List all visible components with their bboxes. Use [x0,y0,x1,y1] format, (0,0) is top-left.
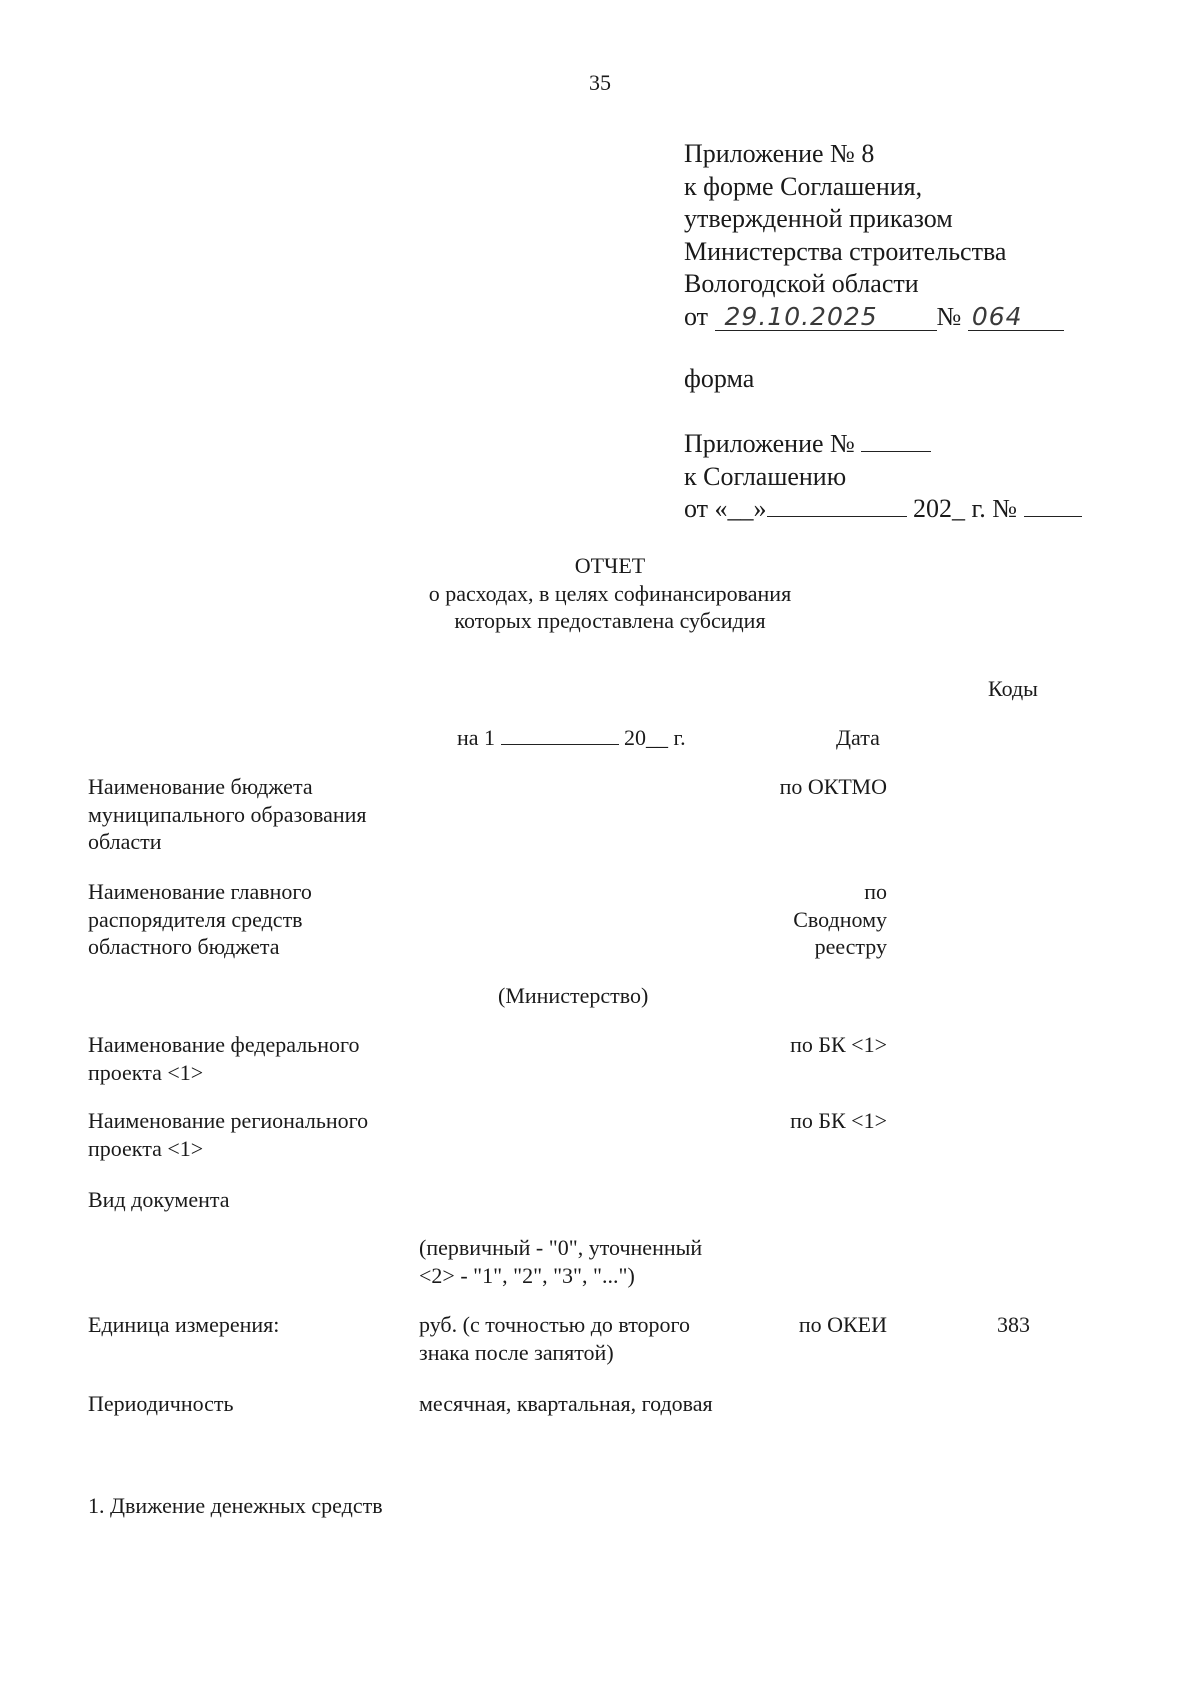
appendix-header [684,138,1064,333]
order-number-prefix: № [936,301,962,331]
codes-header: Коды [988,676,1038,701]
code-label-bk-federal: по БК <1> [790,1032,887,1057]
row-label-manager [88,878,312,961]
agreement-number-blank [861,431,931,452]
code-label-line: по [864,879,887,904]
hint-line: (первичный - "0", уточненный [419,1235,703,1260]
appendix-line: Вологодской области [684,269,919,298]
order-date-prefix: от [684,301,709,331]
code-label-oktmo: по ОКТМО [779,774,887,799]
report-date-line [457,724,686,752]
report-date-prefix: на 1 [457,725,496,750]
code-label-date: Дата [836,725,880,750]
form-label: форма [684,364,755,393]
appendix-order-line [684,301,1064,334]
label-line: области [88,829,162,854]
agreement-number-label: Приложение № [684,429,855,458]
unit-value [419,1311,690,1366]
code-value-okei: 383 [997,1312,1030,1337]
row-label-federal-project [88,1031,359,1086]
label-line: Наименование регионального [88,1108,369,1133]
page-number: 35 [589,70,611,95]
report-title: ОТЧЕТ [574,553,646,578]
report-subtitle: которых предоставлена субсидия [454,608,766,633]
label-line: проекта <1> [88,1135,204,1161]
appendix-line: к форме Соглашения, [684,171,923,201]
hint-line: <2> - "1", "2", "3", "...") [419,1262,635,1288]
label-line: Наименование федерального [88,1032,360,1057]
code-label-okei: по ОКЕИ [798,1312,887,1337]
report-date-blank [501,724,619,745]
code-label-registry [700,878,887,961]
label-line: муниципального образования [88,801,367,827]
agreement-line: к Соглашению [684,461,847,491]
agreement-date-prefix: от «__» [684,494,767,523]
code-label-bk-regional: по БК <1> [790,1108,887,1133]
unit-value-line: знака после запятой) [419,1339,614,1365]
agreement-no-blank [1024,496,1082,517]
agreement-line [684,428,1082,461]
row-label-doc-type: Вид документа [88,1187,230,1212]
label-line: распорядителя средств [88,906,303,932]
section-heading: 1. Движение денежных средств [88,1493,383,1518]
row-label-budget [88,773,367,856]
report-date-year: 20__ г. [624,725,686,750]
appendix-line: утвержденной приказом [684,204,953,233]
row-label-unit: Единица измерения: [88,1312,280,1337]
order-number-value: 064 [971,301,1023,331]
order-date-value: 29.10.2025 [724,301,878,331]
agreement-line [684,493,1082,526]
agreement-block [684,428,1082,526]
unit-value-line: руб. (с точностью до второго [419,1312,691,1337]
periodicity-value: месячная, квартальная, годовая [419,1391,713,1416]
label-line: Наименование главного [88,879,312,904]
order-number-field [968,301,1064,331]
agreement-year-number-label: 202_ г. № [913,494,1018,523]
manager-value: (Министерство) [498,983,649,1008]
report-subtitle: о расходах, в целях софинансирования [428,581,792,606]
appendix-line: Министерства строительства [684,236,1007,266]
code-label-line: реестру [814,934,887,959]
agreement-date-blank [767,496,907,517]
label-line: Наименование бюджета [88,774,313,799]
order-date-field [715,301,937,331]
code-label-line: Сводному [793,906,887,932]
label-line: проекта <1> [88,1059,204,1085]
row-label-regional-project [88,1107,368,1162]
doc-type-hint [419,1234,702,1289]
label-line: областного бюджета [88,934,280,959]
appendix-line: Приложение № 8 [684,139,875,168]
row-label-periodicity: Периодичность [88,1391,234,1416]
